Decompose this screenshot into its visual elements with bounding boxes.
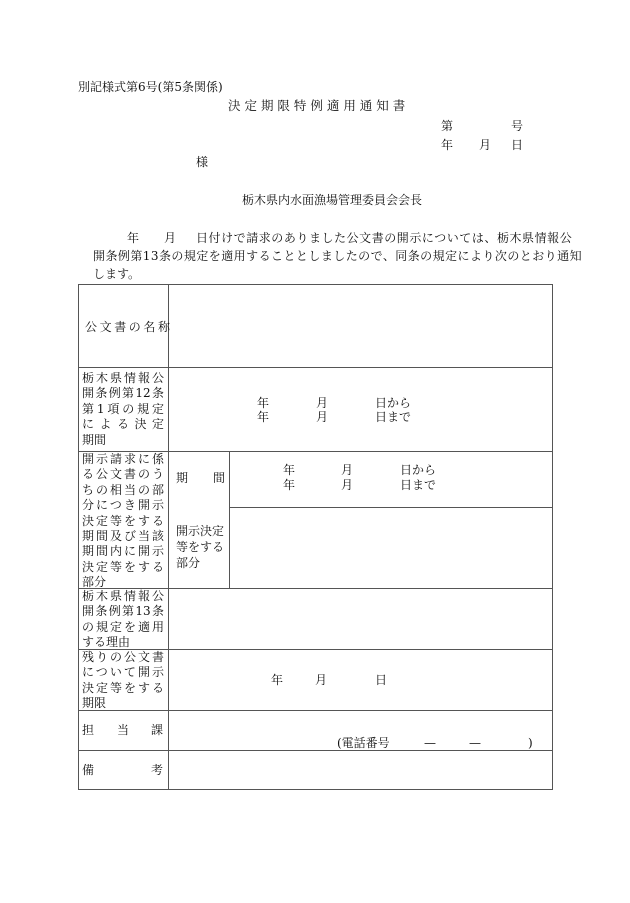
- label-line: 期間: [82, 432, 107, 447]
- label-line: 部分: [176, 556, 201, 570]
- note-label-a: 備: [82, 763, 95, 777]
- label-line: による決定: [82, 417, 164, 432]
- dept-label-c: 課: [151, 723, 164, 737]
- partial-to-year: 年: [283, 478, 296, 492]
- label-decision-period: [82, 371, 164, 448]
- date-day: 日: [511, 138, 524, 152]
- partial-period-label-a: 期: [176, 471, 189, 485]
- body-line1: 日付けで請求のありました公文書の開示については、栃木県情報公: [196, 231, 573, 245]
- label-document-name: 公文書の名称: [85, 320, 173, 334]
- label-line: 等をする: [176, 540, 225, 554]
- label-line: 第1項の規定: [82, 401, 164, 416]
- phone-label: (電話番号: [337, 736, 390, 750]
- partial-from-year: 年: [283, 463, 296, 477]
- label-line: する理由: [82, 635, 131, 650]
- label-line: 栃木県情報公: [82, 371, 164, 385]
- label-line: 決定等をする: [82, 559, 164, 574]
- period-from-year: 年: [257, 396, 270, 410]
- label-line: 期限: [82, 696, 107, 711]
- body-line3: します。: [93, 267, 141, 281]
- body-line2: 開条例第13条の規定を適用することとしましたので、同条の規定により次のとおり通知: [93, 249, 583, 263]
- label-line: 決定等をする: [82, 680, 164, 695]
- period-to-day: 日まで: [375, 410, 412, 424]
- label-line: 開条例第12条: [82, 386, 164, 401]
- partial-to-day: 日まで: [400, 478, 437, 492]
- label-line: 栃木県情報公: [82, 589, 164, 603]
- label-line: る公文書のう: [82, 467, 164, 482]
- doc-no-prefix: 第: [441, 119, 454, 133]
- date-month: 月: [479, 138, 492, 152]
- partial-from-day: 日から: [400, 463, 437, 477]
- label-line: 期間及び当該: [82, 529, 164, 544]
- period-from-month: 月: [316, 396, 329, 410]
- label-line: 開示請求に係: [82, 452, 164, 466]
- label-disclosure-part: [176, 523, 224, 571]
- addressee-suffix: 様: [196, 155, 209, 169]
- partial-from-month: 月: [341, 463, 354, 477]
- phone-close: ): [528, 736, 533, 750]
- label-line: 残りの公文書: [82, 650, 164, 664]
- form-number: 別記様式第6号(第5条関係): [78, 80, 223, 94]
- label-line: 部分: [82, 575, 107, 590]
- dept-label-b: 当: [117, 723, 130, 737]
- sender-name: 栃木県内水面漁場管理委員会会長: [242, 193, 423, 207]
- phone-dash-2: —: [469, 736, 481, 750]
- period-to-year: 年: [257, 410, 270, 424]
- date-year: 年: [441, 138, 454, 152]
- period-from-day: 日から: [375, 396, 412, 410]
- phone-dash-1: —: [424, 736, 436, 750]
- label-line: 開条例第13条: [82, 604, 164, 619]
- period-to-month: 月: [316, 410, 329, 424]
- document-title: 決 定 期 限 特 例 適 用 通 知 書: [228, 98, 406, 113]
- deadline-day: 日: [375, 673, 388, 687]
- deadline-month: 月: [315, 673, 328, 687]
- doc-no-suffix: 号: [511, 119, 524, 133]
- label-reason: [82, 589, 164, 651]
- body-year: 年: [127, 231, 140, 245]
- label-line: について開示: [82, 665, 164, 680]
- label-line: 決定等をする: [82, 513, 164, 528]
- note-label-b: 考: [151, 763, 164, 777]
- label-line: の規定を適用: [82, 619, 164, 634]
- label-line: 分につき開示: [82, 498, 164, 513]
- label-line: 期間内に開示: [82, 544, 164, 559]
- partial-to-month: 月: [341, 478, 354, 492]
- label-line: ちの相当の部: [82, 482, 164, 497]
- label-line: 開示決定: [176, 524, 225, 538]
- label-partial-decision: [82, 452, 164, 591]
- dept-label-a: 担: [82, 723, 95, 737]
- deadline-year: 年: [271, 673, 284, 687]
- partial-period-label-b: 間: [213, 471, 226, 485]
- body-month: 月: [164, 231, 177, 245]
- label-deadline: [82, 650, 164, 712]
